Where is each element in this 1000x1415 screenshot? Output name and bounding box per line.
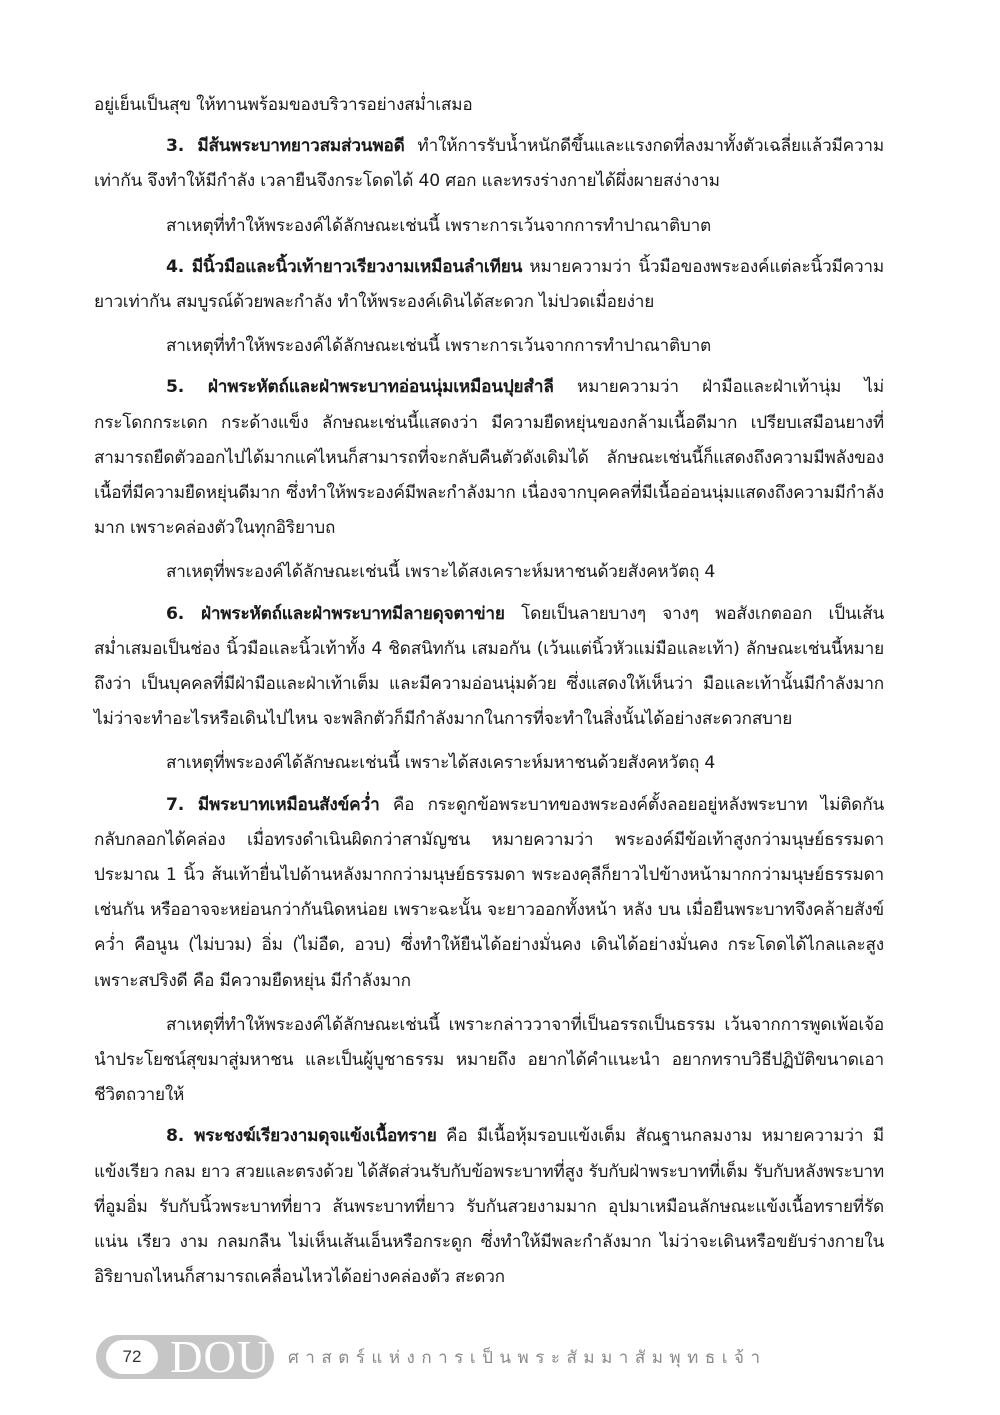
book-title: ศาสตร์แห่งการเป็นพระสัมมาสัมพุทธเจ้า bbox=[288, 1348, 767, 1368]
item-5-paragraph bbox=[94, 370, 884, 546]
item-5-heading: 5. ฝ่าพระหัตถ์และฝ่าพระบาทอ่อนนุ่มเหมือนปุยสำลี bbox=[166, 377, 554, 398]
item-5-body: หมายความว่า ฝ่ามือและฝ่าเท้านุ่ม ไม่กระโดกกระเดก กระด้างแข็ง ลักษณะเช่นนี้แสดงว่า มีความยืดหยุ่นของกล้ามเนื้อดีมาก เปรียบเสมือนยางที่สามารถยืดตัวออกไปได้มากแค่ไหนก็สามารถที่จะกลับคืนตัวดังเดิมได้ ลักษณะเช่นนี้ก็แสดงถึงความมีพลังของเนื้อที่มีความยืดหยุ่นดีมาก ซึ่งทำให้พระองค์มีพละกำลังมาก เนื่องจากบุคคลที่มีเนื้ออ่อนนุ่มแสดงถึงความมีกำลังมาก เพราะคล่องตัวในทุกอิริยาบถ bbox=[94, 377, 884, 539]
item-7-paragraph bbox=[94, 788, 884, 999]
item-5-cause: สาเหตุที่พระองค์ได้ลักษณะเช่นนี้ เพราะได้สงเคราะห์มหาชนด้วยสังคหวัตถุ 4 bbox=[166, 562, 716, 583]
item-6-cause: สาเหตุที่พระองค์ได้ลักษณะเช่นนี้ เพราะได้สงเคราะห์มหาชนด้วยสังคหวัตถุ 4 bbox=[166, 753, 716, 774]
item-6-heading: 6. ฝ่าพระหัตถ์และฝ่าพระบาทมีลายดุจตาข่าย bbox=[166, 603, 505, 624]
item-8-paragraph bbox=[94, 1119, 884, 1295]
intro-paragraph: อยู่เย็นเป็นสุข ให้ทานพร้อมของบริวารอย่างสม่ำเสมอ bbox=[94, 95, 473, 115]
item-3-cause: สาเหตุที่ทำให้พระองค์ได้ลักษณะเช่นนี้ เพราะการเว้นจากการทำปาณาติบาต bbox=[166, 215, 712, 236]
item-3-paragraph bbox=[94, 129, 884, 199]
item-4-paragraph bbox=[94, 250, 884, 320]
page-footer bbox=[96, 1332, 916, 1385]
item-8-body: คือ มีเนื้อหุ้มรอบแข้งเต็ม สัณฐานกลมงาม หมายความว่า มีแข้งเรียว กลม ยาว สวยและตรงด้วย ได้สัดส่วนรับกับข้อพระบาทที่สูง รับกับฝ่าพระบาทที่เต็ม รับกับหลังพระบาทที่อูมอิ่ม รับกับนิ้วพระบาทที่ยาว ส้นพระบาทที่ยาว รับกันสวยงามมาก อุปมาเหมือนลักษณะแข้งเนื้อทรายที่รัด แน่น เรียว งาม กลมกลืน ไม่เห็นเส้นเอ็นหรือกระดูก ซึ่งทำให้มีพละกำลังมาก ไม่ว่าจะเดินหรือขยับร่างกายในอิริยาบถไหนก็สามารถเคลื่อนไหวได้อย่างคล่องตัว สะดวก bbox=[94, 1126, 884, 1288]
page-number: 72 bbox=[106, 1340, 158, 1374]
item-4-cause: สาเหตุที่ทำให้พระองค์ได้ลักษณะเช่นนี้ เพราะการเว้นจากการทำปาณาติบาต bbox=[166, 336, 712, 357]
dou-logo: DOU bbox=[170, 1332, 271, 1382]
page-body bbox=[94, 88, 884, 1296]
item-6-paragraph bbox=[94, 597, 884, 738]
item-3-heading: 3. มีส้นพระบาทยาวสมส่วนพอดี bbox=[166, 136, 405, 157]
item-7-heading: 7. มีพระบาทเหมือนสังข์คว่ำ bbox=[166, 794, 380, 815]
item-7-cause: สาเหตุที่ทำให้พระองค์ได้ลักษณะเช่นนี้ เพราะกล่าววาจาที่เป็นอรรถเป็นธรรม เว้นจากการพูดเพ้อเจ้อ นำประโยชน์สุขมาสู่มหาชน และเป็นผู้บูชาธรรม หมายถึง อยากได้คำแนะนำ อยากทราบวิธีปฏิบัติขนาดเอาชีวิตถวายให้ bbox=[94, 1014, 884, 1106]
item-6-body: โดยเป็นลายบางๆ จางๆ พอสังเกตออก เป็นเส้นสม่ำเสมอเป็นช่อง นิ้วมือและนิ้วเท้าทั้ง 4 ชิดสนิทกัน เสมอกัน (เว้นแต่นิ้วหัวแม่มือและเท้า) ลักษณะเช่นนี้หมายถึงว่า เป็นบุคคลที่มีฝ่ามือและฝ่าเท้าเต็ม และมีความอ่อนนุ่มด้วย ซึ่งแสดงให้เห็นว่า มือและเท้านั้นมีกำลังมาก ไม่ว่าจะทำอะไรหรือเดินไปไหน จะพลิกตัวก็มีกำลังมากในการที่จะทำในสิ่งนั้นได้อย่างสะดวกสบาย bbox=[94, 603, 884, 730]
item-4-heading: 4. มีนิ้วมือและนิ้วเท้ายาวเรียวงามเหมือนลำเทียน bbox=[166, 256, 523, 277]
item-7-body: คือ กระดูกข้อพระบาทของพระองค์ตั้งลอยอยู่หลังพระบาท ไม่ติดกันกลับกลอกได้คล่อง เมื่อทรงดำเนินผิดกว่าสามัญชน หมายความว่า พระองค์มีข้อเท้าสูงกว่ามนุษย์ธรรมดาประมาณ 1 นิ้ว ส้นเท้ายื่นไปด้านหลังมากกว่ามนุษย์ธรรมดา พระองคุลีก็ยาวไปข้างหน้ามากกว่ามนุษย์ธรรมดาเช่นกัน หรืออาจจะหย่อนกว่ากันนิดหน่อย เพราะฉะนั้น จะยาวออกทั้งหน้า หลัง บน เมื่อยืนพระบาทจึงคล้ายสังข์คว่ำ คือนูน (ไม่บวม) อิ่ม (ไม่อืด, อวบ) ซึ่งทำให้ยืนได้อย่างมั่นคง เดินได้อย่างมั่นคง กระโดดได้ไกลและสูง เพราะสปริงดี คือ มีความยืดหยุ่น มีกำลังมาก bbox=[94, 794, 884, 991]
footer-badge bbox=[96, 1332, 274, 1382]
item-4-body: หมายความว่า นิ้วมือของพระองค์แต่ละนิ้วมีความยาวเท่ากัน สมบูรณ์ด้วยพละกำลัง ทำให้พระองค์เดินได้สะดวก ไม่ปวดเมื่อยง่าย bbox=[94, 256, 884, 313]
item-8-heading: 8. พระชงฆ์เรียวงามดุจแข้งเนื้อทราย bbox=[166, 1126, 437, 1147]
item-3-body: ทำให้การรับน้ำหนักดีขึ้นและแรงกดที่ลงมาทั้งตัวเฉลี่ยแล้วมีความเท่ากัน จึงทำให้มีกำลัง เวลายืนจึงกระโดดได้ 40 ศอก และทรงร่างกายได้ผึ่งผายสง่างาม bbox=[94, 136, 884, 192]
